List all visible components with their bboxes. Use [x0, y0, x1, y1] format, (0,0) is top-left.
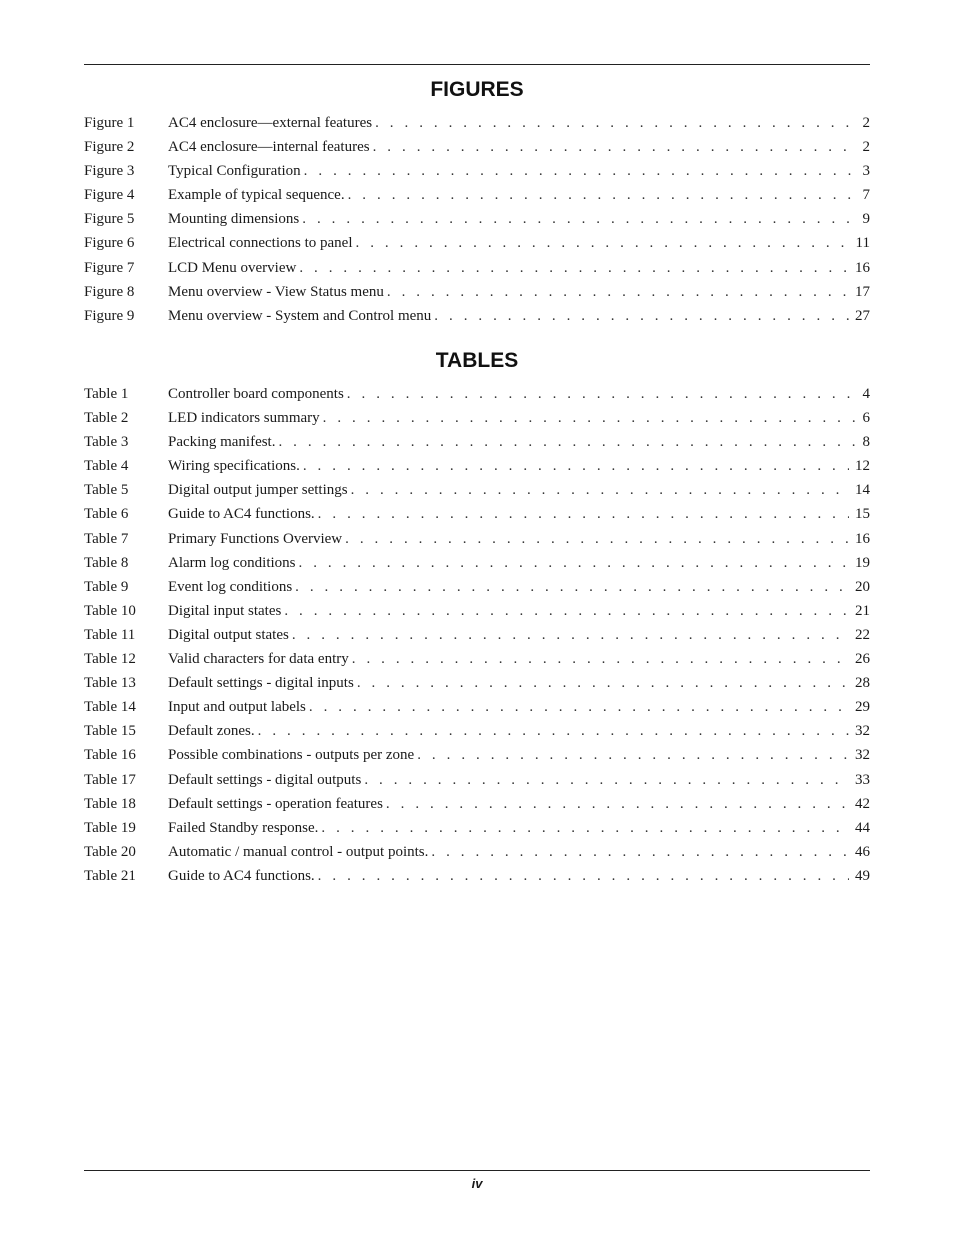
- entry-title: Menu overview - System and Control menu: [168, 307, 432, 324]
- dot-leader: [434, 305, 849, 327]
- entry-label: Figure 1: [84, 115, 135, 131]
- entry-title: Alarm log conditions: [168, 554, 296, 571]
- entry-title: AC4 enclosure—external features: [168, 115, 373, 131]
- table-entry[interactable]: [84, 383, 870, 407]
- dot-leader: [348, 184, 857, 206]
- dot-leader: [292, 624, 849, 646]
- entry-label: Table 15: [84, 723, 136, 740]
- entry-title: Possible combinations - outputs per zone: [168, 747, 415, 764]
- entry-page-number: 2: [862, 115, 870, 131]
- entry-label: Table 16: [84, 747, 136, 764]
- entry-page-number: 17: [855, 283, 870, 300]
- figures-heading: FIGURES: [430, 78, 524, 101]
- entry-page-number: 7: [862, 187, 870, 204]
- dot-leader: [356, 232, 850, 254]
- entry-label: Figure 9: [84, 307, 135, 324]
- entry-page-number: 3: [862, 163, 870, 180]
- entry-label: Table 21: [84, 867, 136, 884]
- dot-leader: [278, 431, 856, 453]
- header-rule: [84, 64, 870, 65]
- entry-page-number: 20: [855, 578, 870, 595]
- entry-page-number: 16: [855, 530, 870, 547]
- entry-label: Figure 8: [84, 283, 135, 300]
- entry-page-number: 42: [855, 795, 870, 812]
- footer-page-number: iv: [471, 1176, 483, 1191]
- dot-leader: [364, 769, 849, 791]
- entry-title: LED indicators summary: [168, 410, 320, 427]
- entry-page-number: 6: [862, 410, 870, 427]
- dot-leader: [299, 552, 850, 574]
- dot-leader: [345, 528, 849, 550]
- footer-rule: [84, 1170, 870, 1171]
- entry-label: Table 17: [84, 771, 136, 788]
- entry-label: Figure 7: [84, 259, 135, 276]
- dot-leader: [318, 503, 849, 525]
- entry-page-number: 49: [855, 867, 870, 884]
- figure-entry[interactable]: [84, 112, 870, 136]
- entry-title: Default settings - operation features: [168, 795, 383, 812]
- dot-leader: [284, 600, 849, 622]
- table-entry[interactable]: [84, 865, 870, 889]
- entry-title: Automatic / manual control - output points.: [168, 843, 429, 860]
- entry-page-number: 27: [855, 307, 870, 324]
- table-entry[interactable]: [84, 407, 870, 431]
- entry-label: Table 14: [84, 699, 136, 716]
- entry-title: Digital output jumper settings: [168, 482, 348, 499]
- entry-label: Figure 3: [84, 163, 135, 180]
- entry-page-number: 19: [855, 554, 870, 571]
- entry-title: Input and output labels: [168, 699, 306, 716]
- entry-label: Table 12: [84, 651, 136, 668]
- entry-label: Figure 6: [84, 235, 135, 252]
- dot-leader: [386, 793, 849, 815]
- table-entry[interactable]: [84, 552, 870, 576]
- entry-page-number: 2: [862, 139, 870, 156]
- entry-page-number: 9: [862, 211, 870, 228]
- entry-title: Default settings - digital outputs: [168, 771, 362, 788]
- dot-leader: [318, 865, 849, 887]
- dot-leader: [352, 648, 849, 670]
- entry-label: Table 3: [84, 434, 129, 451]
- table-entry[interactable]: [84, 600, 870, 624]
- entry-title: Event log conditions: [168, 578, 293, 595]
- entry-page-number: 22: [855, 626, 870, 643]
- entry-label: Table 8: [84, 554, 129, 571]
- entry-label: Table 10: [84, 602, 136, 619]
- dot-leader: [351, 479, 849, 501]
- entry-title: Failed Standby response.: [168, 819, 319, 836]
- entry-title: LCD Menu overview: [168, 259, 297, 276]
- figure-entry[interactable]: [84, 160, 870, 184]
- entry-page-number: 28: [855, 675, 870, 692]
- entry-page-number: 32: [855, 723, 870, 740]
- table-entry[interactable]: [84, 576, 870, 600]
- entry-title: AC4 enclosure—internal features: [168, 139, 370, 156]
- entry-title: Primary Functions Overview: [168, 530, 343, 547]
- figure-entry[interactable]: [84, 305, 870, 329]
- table-entry[interactable]: [84, 455, 870, 479]
- entry-page-number: 12: [855, 458, 870, 475]
- entry-title: Guide to AC4 functions.: [168, 506, 315, 523]
- entry-label: Table 5: [84, 482, 129, 499]
- entry-page-number: 8: [862, 434, 870, 451]
- entry-page-number: 32: [855, 747, 870, 764]
- entry-label: Table 20: [84, 843, 136, 860]
- figure-entry[interactable]: [84, 257, 870, 281]
- entry-title: Valid characters for data entry: [168, 651, 349, 668]
- table-entry[interactable]: [84, 624, 870, 648]
- figure-entry[interactable]: [84, 136, 870, 160]
- figure-entry[interactable]: [84, 184, 870, 208]
- dot-leader: [387, 281, 849, 303]
- entry-page-number: 21: [855, 602, 870, 619]
- dot-leader: [375, 112, 856, 134]
- entry-title: Mounting dimensions: [168, 211, 300, 228]
- entry-label: Table 18: [84, 795, 136, 812]
- entry-title: Guide to AC4 functions.: [168, 867, 315, 884]
- entry-page-number: 29: [855, 699, 870, 716]
- figure-entry[interactable]: [84, 208, 870, 232]
- dot-leader: [258, 720, 849, 742]
- entry-label: Table 6: [84, 506, 129, 523]
- figure-entry[interactable]: [84, 232, 870, 256]
- dot-leader: [431, 841, 849, 863]
- dot-leader: [417, 744, 849, 766]
- dot-leader: [321, 817, 849, 839]
- entry-title: Electrical connections to panel: [168, 235, 353, 252]
- tables-list: [84, 383, 870, 889]
- dot-leader: [323, 407, 857, 429]
- table-entry[interactable]: [84, 479, 870, 503]
- entry-label: Figure 4: [84, 187, 135, 204]
- table-entry[interactable]: [84, 720, 870, 744]
- entry-page-number: 11: [855, 235, 870, 252]
- dot-leader: [295, 576, 849, 598]
- table-entry[interactable]: [84, 528, 870, 552]
- tables-heading: TABLES: [435, 349, 519, 372]
- table-entry[interactable]: [84, 503, 870, 527]
- entry-page-number: 14: [855, 482, 870, 499]
- dot-leader: [347, 383, 857, 405]
- entry-title: Controller board components: [168, 386, 344, 402]
- entry-label: Table 19: [84, 819, 136, 836]
- figure-entry[interactable]: [84, 281, 870, 305]
- dot-leader: [303, 455, 849, 477]
- entry-title: Example of typical sequence.: [168, 187, 345, 204]
- entry-page-number: 44: [855, 819, 870, 836]
- dot-leader: [304, 160, 857, 182]
- table-entry[interactable]: [84, 841, 870, 865]
- dot-leader: [357, 672, 849, 694]
- table-entry[interactable]: [84, 817, 870, 841]
- table-entry[interactable]: [84, 793, 870, 817]
- dot-leader: [302, 208, 856, 230]
- entry-page-number: 16: [855, 259, 870, 276]
- entry-page-number: 46: [855, 843, 870, 860]
- entry-title: Default settings - digital inputs: [168, 675, 354, 692]
- entry-label: Table 4: [84, 458, 129, 475]
- figures-list: [84, 112, 870, 329]
- entry-label: Table 7: [84, 530, 129, 547]
- entry-title: Digital input states: [168, 602, 282, 619]
- entry-title: Digital output states: [168, 626, 289, 643]
- dot-leader: [309, 696, 849, 718]
- entry-label: Table 1: [84, 386, 129, 402]
- entry-title: Packing manifest.: [168, 434, 276, 451]
- entry-title: Wiring specifications.: [168, 458, 300, 475]
- table-entry[interactable]: [84, 744, 870, 768]
- dot-leader: [299, 257, 849, 279]
- table-entry[interactable]: [84, 696, 870, 720]
- entry-label: Figure 5: [84, 211, 135, 228]
- dot-leader: [373, 136, 857, 158]
- entry-title: Typical Configuration: [168, 163, 301, 180]
- table-entry[interactable]: [84, 648, 870, 672]
- entry-page-number: 33: [855, 771, 870, 788]
- entry-label: Figure 2: [84, 139, 135, 156]
- entry-page-number: 15: [855, 506, 870, 523]
- entry-label: Table 9: [84, 578, 129, 595]
- entry-page-number: 4: [862, 386, 870, 402]
- table-entry[interactable]: [84, 672, 870, 696]
- entry-page-number: 26: [855, 651, 870, 668]
- entry-label: Table 13: [84, 675, 136, 692]
- table-entry[interactable]: [84, 769, 870, 793]
- entry-label: Table 2: [84, 410, 129, 427]
- entry-title: Menu overview - View Status menu: [168, 283, 384, 300]
- entry-title: Default zones.: [168, 723, 255, 740]
- table-entry[interactable]: [84, 431, 870, 455]
- entry-label: Table 11: [84, 626, 136, 643]
